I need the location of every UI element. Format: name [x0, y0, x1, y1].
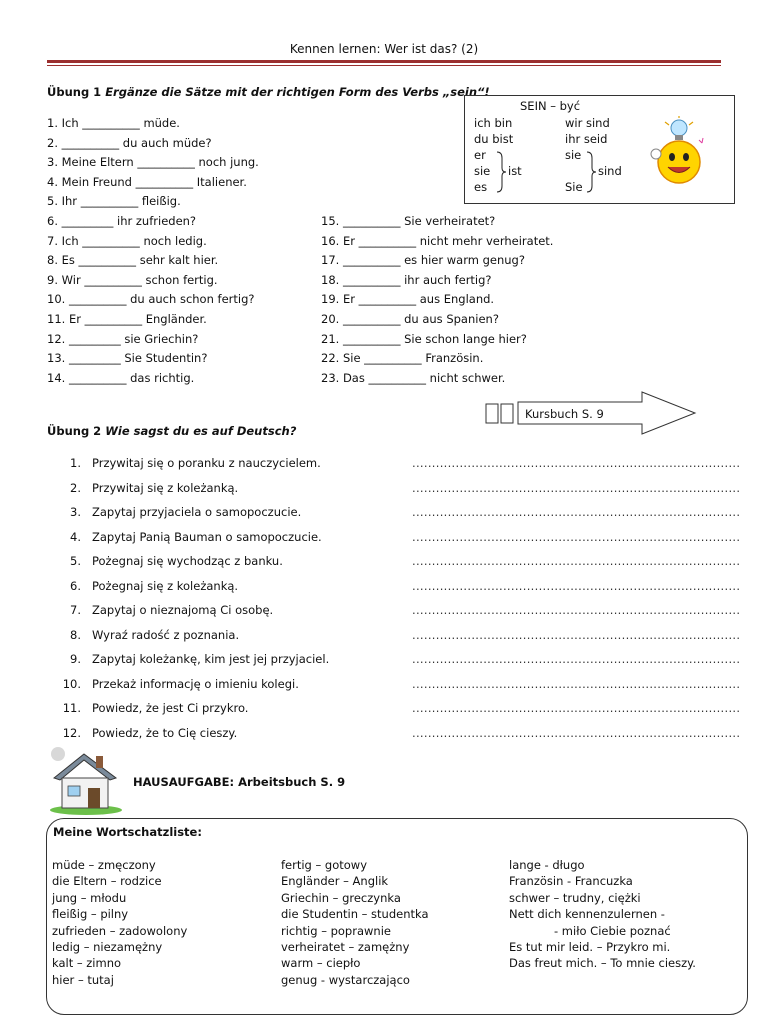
vocabulary-title: Meine Wortschatzliste: [53, 825, 202, 839]
ex1-label: Übung 1 [47, 85, 102, 99]
sein-conjugation-box [464, 95, 735, 204]
ex2-item-text: Przywitaj się o poranku z nauczycielem. [92, 456, 321, 470]
ex1-sentence: 16. Er __________ nicht mehr verheiratet. [321, 233, 554, 248]
ex1-heading [47, 85, 490, 99]
vocab-entry: Nett dich kennenzulernen - [509, 907, 665, 922]
answer-line[interactable]: ................................................................................... [412, 554, 741, 568]
house-icon [44, 744, 124, 816]
vocab-entry: Französin - Francuzka [509, 874, 633, 889]
answer-line[interactable]: ................................................................................... [412, 529, 741, 544]
ex2-item-number: 2. [70, 480, 81, 495]
ex1-sentence: 15. __________ Sie verheiratet? [321, 214, 496, 228]
sein-sind: sind [598, 164, 622, 178]
ex2-label: Übung 2 [47, 424, 102, 438]
ex2-item [47, 623, 741, 648]
ex2-item-text: Powiedz, że to Cię cieszy. [92, 725, 238, 740]
sein-Sie-formal: Sie [565, 180, 583, 194]
ex2-item [47, 451, 741, 476]
sein-es: es [474, 180, 488, 194]
answer-line[interactable]: ................................................................................... [412, 578, 741, 593]
answer-line[interactable]: ................................................................................... [412, 480, 741, 495]
ex1-sentence: 4. Mein Freund __________ Italiener. [47, 174, 247, 189]
ex1-sentence: 20. __________ du aus Spanien? [321, 311, 499, 326]
vocab-entry: verheiratet – zamężny [281, 939, 410, 954]
sein-title: SEIN – być [520, 99, 581, 113]
ex1-sentence: 22. Sie __________ Französin. [321, 351, 484, 366]
answer-line[interactable]: ................................................................................... [412, 676, 741, 691]
vocab-entry: zufrieden – zadowolony [52, 923, 188, 938]
ex2-item-number: 5. [70, 554, 81, 568]
ex2-item [47, 721, 741, 746]
vocab-entry: kalt – zimno [52, 956, 122, 971]
ex1-sentence: 8. Es __________ sehr kalt hier. [47, 253, 219, 268]
ex2-item-number: 11. [62, 701, 81, 715]
ex2-item-number: 3. [70, 505, 81, 519]
ex2-item [47, 647, 741, 672]
ex2-item-text: Powiedz, że jest Ci przykro. [92, 701, 249, 715]
ex1-sentence: 19. Er __________ aus England. [321, 292, 495, 307]
vocab-entry: Es tut mir leid. – Przykro mi. [509, 939, 671, 954]
answer-line[interactable]: ................................................................................... [412, 701, 741, 715]
ex2-item-text: Zapytaj Panią Bauman o samopoczucie. [92, 529, 322, 544]
ex2-instruction: Wie sagst du es auf Deutsch? [105, 424, 297, 438]
vocab-entry: richtig – poprawnie [281, 923, 391, 938]
ex2-item-number: 9. [70, 652, 81, 666]
vocab-column-2 [281, 857, 429, 988]
ex1-sentence: 18. __________ ihr auch fertig? [321, 272, 492, 287]
ex1-sentence: 5. Ihr __________ fleißig. [47, 194, 181, 209]
smiley-lightbulb-icon [643, 116, 713, 188]
homework-label: HAUSAUFGABE: Arbeitsbuch S. 9 [133, 775, 346, 789]
vocab-entry: jung – młodu [52, 890, 127, 905]
vocab-entry: fleißig – pilny [52, 907, 129, 922]
vocab-entry: die Studentin – studentka [281, 907, 429, 922]
ex2-item [47, 500, 741, 525]
ex2-item [47, 525, 741, 550]
answer-line[interactable]: ................................................................................... [412, 603, 741, 617]
sein-ich: ich bin [474, 116, 513, 130]
vocab-entry: lange - długo [509, 858, 585, 872]
ex2-item-text: Zapytaj przyjaciela o samopoczucie. [92, 505, 302, 519]
ex1-sentence: 6. _________ ihr zufrieden? [47, 213, 197, 228]
ex2-list [47, 451, 741, 751]
kursbuch-reference [484, 390, 699, 439]
ex2-item-number: 7. [70, 603, 81, 617]
ex1-sentence: 14. __________ das richtig. [47, 370, 195, 385]
ex1-sentence: 23. Das __________ nicht schwer. [321, 370, 506, 385]
answer-line[interactable]: ................................................................................... [412, 505, 741, 519]
ex2-item-number: 10. [62, 676, 81, 691]
ex1-instruction: Ergänze die Sätze mit der richtigen Form des Verbs „sein“! [105, 85, 490, 99]
answer-line[interactable]: ................................................................................... [412, 725, 741, 740]
sein-ist: ist [508, 164, 522, 178]
ex1-sentence: 10. __________ du auch schon fertig? [47, 292, 255, 307]
ex2-item-number: 12. [62, 725, 81, 740]
ex1-sentence: 3. Meine Eltern __________ noch jung. [47, 155, 259, 170]
brace-left-icon [495, 150, 507, 194]
ex1-sentence: 11. Er __________ Engländer. [47, 311, 207, 326]
ex2-item-text: Zapytaj o nieznajomą Ci osobę. [92, 603, 274, 617]
ex2-item [47, 672, 741, 697]
ex2-item [47, 598, 741, 623]
sein-ihr: ihr seid [565, 132, 608, 146]
answer-line[interactable]: ................................................................................... [412, 627, 741, 642]
brace-right-icon [585, 150, 597, 194]
vocab-entry: die Eltern – rodzice [52, 874, 162, 889]
ex1-sentence: 2. __________ du auch müde? [47, 135, 212, 150]
sein-wir: wir sind [565, 116, 610, 130]
ex1-sentence: 17. __________ es hier warm genug? [321, 253, 525, 268]
vocab-entry: müde – zmęczony [52, 858, 156, 872]
header-rule-thin [47, 65, 721, 66]
sein-sie-plural: sie [565, 148, 582, 162]
ex2-heading [47, 424, 296, 438]
page-title: Kennen lernen: Wer ist das? (2) [289, 42, 479, 56]
sein-er: er [474, 148, 486, 162]
ex2-item-text: Pożegnaj się wychodząc z banku. [92, 554, 283, 568]
answer-line[interactable]: ................................................................................... [412, 652, 741, 666]
ex2-item-text: Przekaż informację o imieniu kolegi. [92, 676, 299, 691]
sein-sie: sie [474, 164, 491, 178]
ex1-sentence: 9. Wir __________ schon fertig. [47, 272, 218, 287]
header-rule-thick [47, 60, 721, 63]
ex2-item [47, 476, 741, 501]
vocab-column-3 [509, 857, 696, 972]
answer-line[interactable]: ................................................................................... [412, 456, 741, 470]
vocab-entry: Engländer – Anglik [281, 874, 389, 889]
ex2-item-number: 1. [70, 456, 81, 470]
vocab-column-1 [52, 857, 187, 988]
ex2-item-number: 6. [70, 578, 81, 593]
sein-du: du bist [474, 132, 514, 146]
ex2-item [47, 696, 741, 721]
ex1-sentence: 12. _________ sie Griechin? [47, 331, 199, 346]
ex2-item [47, 549, 741, 574]
ex1-left-column [47, 114, 259, 388]
vocab-entry: Griechin – greczynka [281, 890, 401, 905]
ex1-right-column [321, 212, 553, 388]
vocab-entry: ledig – niezamężny [52, 939, 163, 954]
vocab-entry: fertig – gotowy [281, 858, 368, 872]
ex2-item-number: 4. [70, 529, 81, 544]
ex2-item [47, 574, 741, 599]
ex2-item-text: Pożegnaj się z koleżanką. [92, 578, 239, 593]
ex1-sentence: 21. __________ Sie schon lange hier? [321, 331, 527, 346]
vocab-entry: schwer – trudny, ciężki [509, 890, 641, 905]
ex2-item-text: Wyraź radość z poznania. [92, 627, 240, 642]
vocab-entry: warm – ciepło [281, 956, 361, 971]
ex1-sentence: 1. Ich __________ müde. [47, 116, 180, 130]
kursbuch-label: Kursbuch S. 9 [525, 407, 604, 421]
vocab-entry: - miło Ciebie poznać [554, 923, 671, 938]
ex2-item-number: 8. [70, 627, 81, 642]
ex2-item-text: Przywitaj się z koleżanką. [92, 480, 239, 495]
ex1-sentence: 7. Ich __________ noch ledig. [47, 233, 207, 248]
vocab-entry: Das freut mich. – To mnie cieszy. [509, 956, 696, 971]
vocab-entry: hier – tutaj [52, 972, 114, 987]
vocab-entry: genug - wystarczająco [281, 972, 410, 987]
ex1-sentence: 13. _________ Sie Studentin? [47, 351, 208, 366]
ex2-item-text: Zapytaj koleżankę, kim jest jej przyjaciel. [92, 652, 330, 666]
